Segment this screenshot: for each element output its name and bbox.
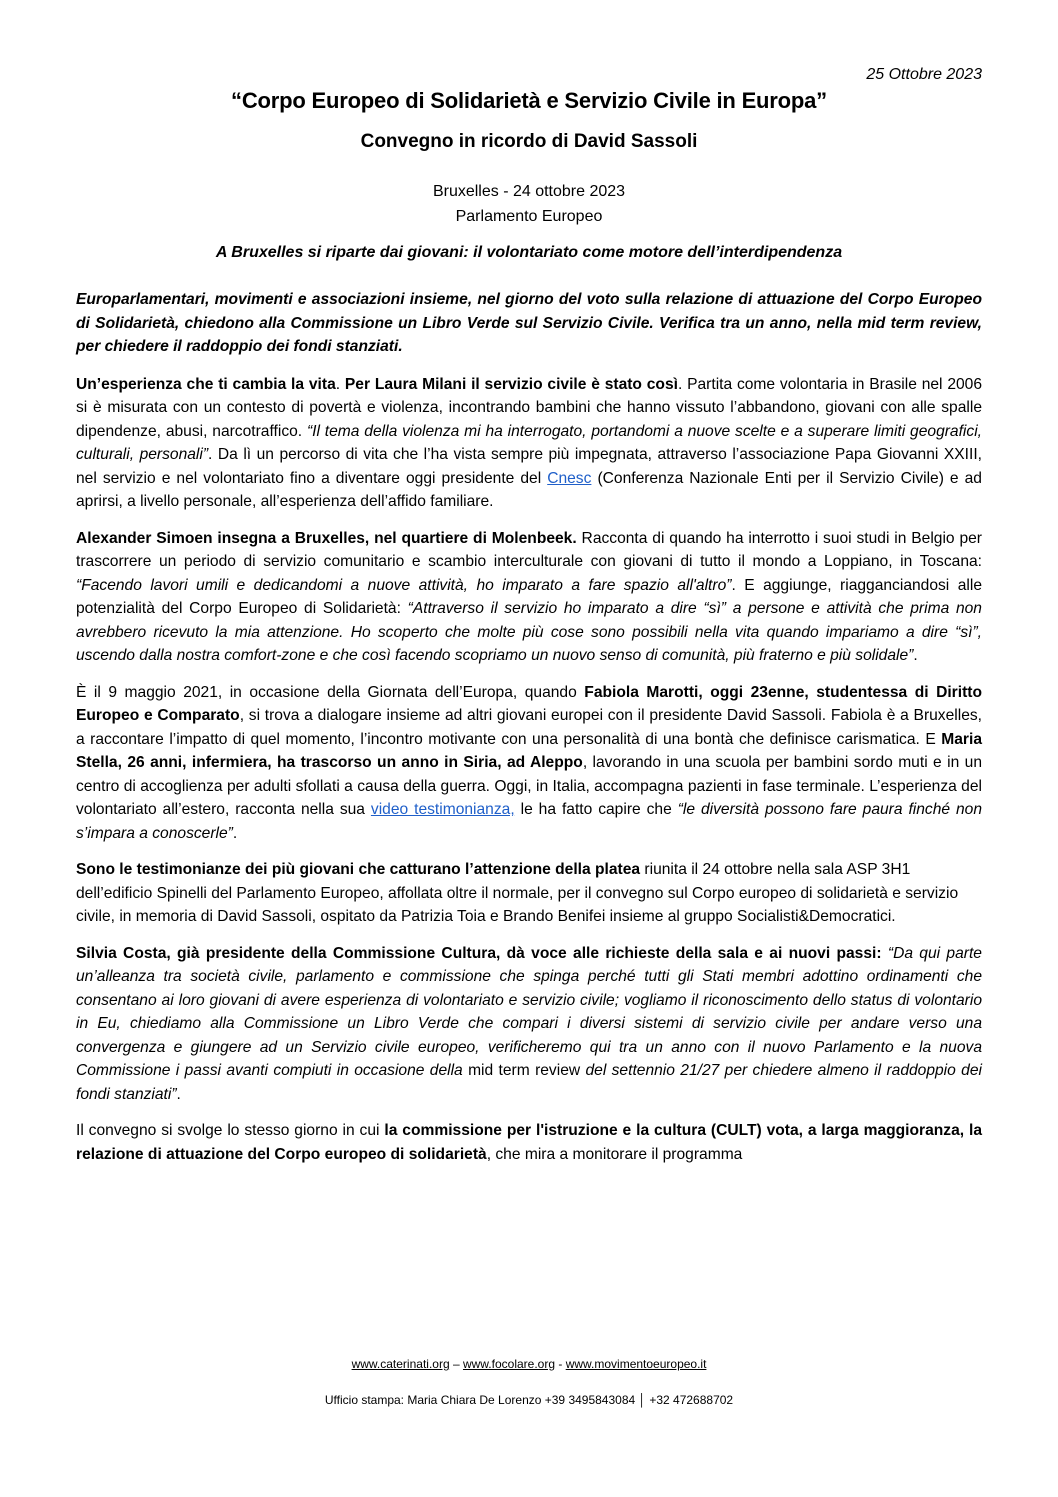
event-place-line1: Bruxelles - 24 ottobre 2023 [432,183,626,200]
event-place-line2: Parlamento Europeo [455,208,603,225]
tagline: A Bruxelles si riparte dai giovani: il volontariato come motore dell’interdipendenza [215,244,843,261]
text: , che mira a monitorare il programma [486,1145,743,1163]
bold-text: Silvia Costa, già presidente della Commissione Cultura, dà voce alle richieste della sala e ai nuovi passi: [76,944,882,962]
text: . E aggiunge, riagganciandosi alle potenzialità del Corpo Europeo di Solidarietà: [76,576,982,617]
text: , lavorando in una scuola per bambini sordo muti e in un centro di accoglienza per adulti sfollati a causa della guerra. Oggi, in Italia, accompagna pazienti in fase terminale. L’esperienza del volontariato all’estero, racconta nella sua [76,754,982,818]
text: . Partita come volontaria in Brasile nel 2006 si è misurata con un contesto di povertà e violenza, incontrando bambini che hanno vissuto l’abbandono, giovani con alle spalle dipendenze, abusi, narcotraffico. [76,375,983,440]
text: , si trova a dialogare insieme ad altri giovani europei con il presidente David Sassoli. Fabiola è a Bruxelles, a raccontare l’impatto di quel momento, l’incontro motivante con una personalità di una bontà che definisce carismatica. E [76,707,983,748]
paragraph-cult-vote [76,1119,982,1166]
text: Il convegno si svolge lo stesso giorno in cui [76,1122,385,1139]
text: . [913,647,918,664]
text: Racconta di quando ha interrotto i suoi studi in Belgio per trascorrere un periodo di servizio comunitario e scambio interculturale con giovani di tutto il mondo a Loppiano, in Toscana: [76,529,982,570]
document-title: “Corpo Europeo di Solidarietà e Servizio Civile in Europa” [231,88,827,113]
text: . Da lì un percorso di vita che l’ha vista sempre più impegnata, attraverso l’associazione Papa Giovanni XXIII, nel servizio e nel volontariato fino a diventare oggi presidente del [76,446,982,487]
text: . [232,824,238,842]
separator: – [449,1357,463,1371]
paragraph-alexander-simoen [76,527,982,668]
footer-links [76,1357,982,1371]
separator: - [555,1357,566,1371]
bold-text: Maria Stella, 26 anni, infermiera, ha trascorso un anno in Siria, ad Aleppo [76,730,982,771]
bold-text: Per Laura Milani il servizio civile è stato così [344,375,678,393]
quote: del settennio 21/27 per chiedere almeno il raddoppio dei fondi stanziati” [76,1062,982,1103]
bold-text: Alexander Simoen insegna a Bruxelles, nel quartiere di Molenbeek. [76,529,577,547]
quote: “Il tema della violenza mi ha interrogato, portandomi a nuove scelte e a superare limiti geografici, culturali, personali” [76,422,982,463]
quote: “le diversità possono fare paura finché non s’impara a conoscerle” [76,801,983,842]
text: (Conferenza Nazionale Enti per il Servizio Civile) e ad aprirsi, a livello personale, all’esperienza dell’affido familiare. [76,469,982,510]
event-place [76,179,982,229]
paragraph-silvia-costa [76,942,982,1107]
document-subtitle: Convegno in ricordo di David Sassoli [360,131,698,152]
press-office-contact: Ufficio stampa: Maria Chiara De Lorenzo +39 3495843084 │ +32 472688702 [324,1393,734,1407]
paragraph-testimonianze [76,858,982,929]
lead-paragraph: Europarlamentari, movimenti e associazioni insieme, nel giorno del voto sulla relazione di attuazione del Corpo Europeo di Solidarietà, chiedono alla Commissione un Libro Verde sul Servizio Civile. Verifica tra un anno, nella mid term review, per chiedere il raddoppio dei fondi stanziati. [76,291,982,355]
quote: “Da qui parte un’alleanza tra società civile, parlamento e commissione che spinga perché tutti gli Stati membri adottino ordinamenti che consentano ai loro giovani di avere esperienza di volontariato e servizio civile; vogliamo il riconoscimento dello status di volontario in Eu, chiediamo alla Commissione un Libro Verde che compari i diversi sistemi di servizio civile per andare verso una convergenza e giungere ad un Servizio civile europeo, verificheremo qui tra un anno con il nuovo Parlamento e la nuova Commissione i passi avanti compiuti in occasione della [76,944,982,1079]
document-date: 25 Ottobre 2023 [866,66,982,83]
text: È il 9 maggio 2021, in occasione della Giornata dell’Europa, quando [76,683,585,701]
article-body [76,288,982,1179]
paragraph-laura-milani [76,373,982,514]
quote: “Attraverso il servizio ho imparato a dire “sì” a persone e attività che prima non avrebbero ricevuto la mia attenzione. Ho scoperto che molte più cose sono possibili nella vita quando impariamo a dire “sì”, uscendo dalla nostra comfort-zone e che così facendo scopriamo un nuovo senso di comunità, più fraterno e più solidale” [76,600,982,664]
bold-text: Un’esperienza che ti cambia la vita [76,375,336,393]
cnesc-link[interactable]: Cnesc [547,469,592,487]
text: . [335,375,345,393]
bold-text: Fabiola Marotti, oggi 23enne, studentessa di Diritto Europeo e Comparato [76,683,982,724]
video-testimonianza-link[interactable]: video testimonianza, [370,801,515,818]
bold-text: la commissione per l'istruzione e la cultura (CULT) vota, a larga maggioranza, la relazione di attuazione del Corpo europeo di solidarietà [76,1122,982,1163]
focolare-link[interactable]: www.focolare.org [462,1357,556,1371]
text: riunita il 24 ottobre nella sala ASP 3H1 dell’edificio Spinelli del Parlamento Europeo, affollata oltre il normale, per il convegno sul Corpo europeo di solidarietà e servizio civile, in memoria di David Sassoli, ospitato da Patrizia Toia e Brando Benifei insieme al gruppo Socialisti&Democratici. [76,861,959,925]
paragraph-fabiola-maria [76,681,982,846]
bold-text: Sono le testimonianze dei più giovani che catturano l’attenzione della platea [76,861,641,878]
text: mid term review [462,1062,586,1079]
quote: “Facendo lavori umili e dedicandomi a nuove attività, ho imparato a fare spazio all'altro” [76,576,732,594]
movimentoeuropeo-link[interactable]: www.movimentoeuropeo.it [565,1357,707,1371]
text: . [176,1085,181,1103]
caterinati-link[interactable]: www.caterinati.org [351,1357,450,1371]
text: le ha fatto capire che [514,801,678,818]
